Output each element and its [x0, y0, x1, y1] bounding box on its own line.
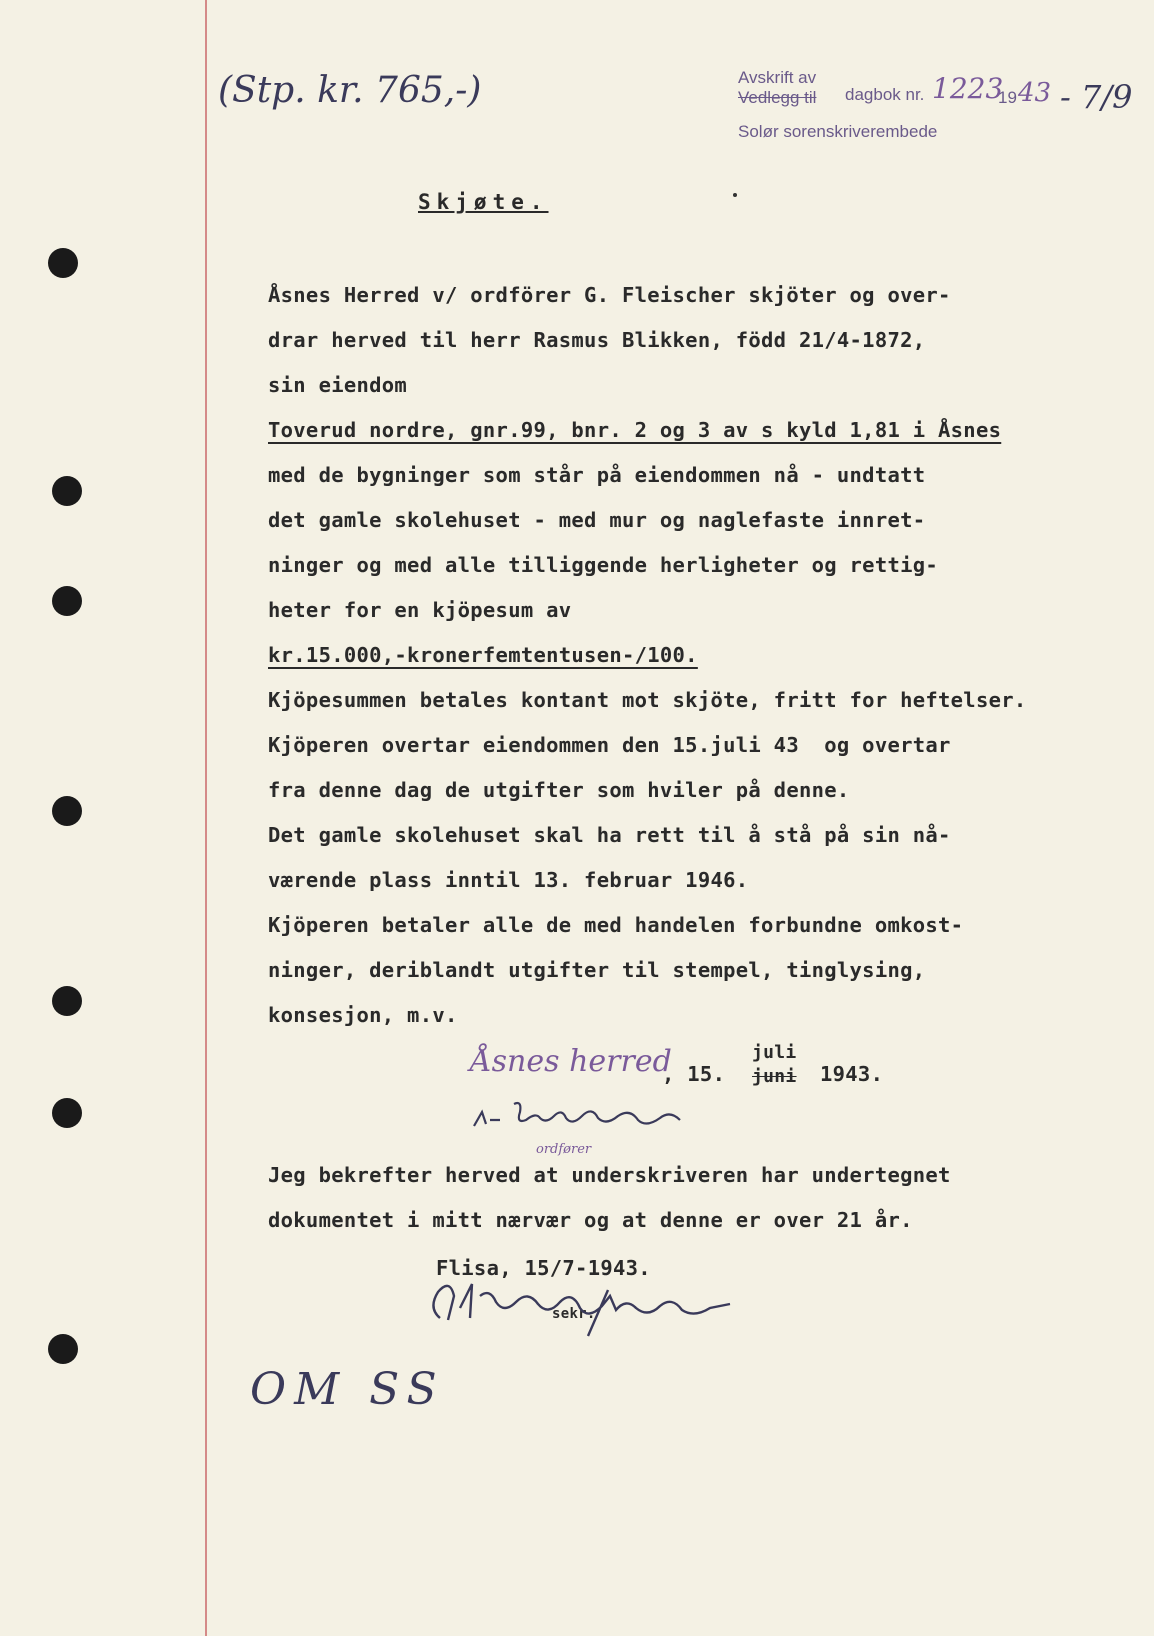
body-line: med de bygninger som står på eiendommen nå - undtatt — [268, 463, 926, 487]
body-line: ninger og med alle tilliggende herligheter og rettig- — [268, 553, 939, 577]
punch-hole — [52, 1098, 82, 1128]
signing-month-inserted: juli — [752, 1042, 797, 1063]
body-line: værende plass inntil 13. februar 1946. — [268, 868, 749, 892]
property-line: Toverud nordre, gnr.99, bnr. 2 og 3 av s kyld 1,81 i Åsnes — [268, 418, 1002, 442]
body-line: fra denne dag de utgifter som hviler på denne. — [268, 778, 850, 802]
handwritten-place: Åsnes herred — [470, 1044, 672, 1079]
body-line: heter for en kjöpesum av — [268, 598, 572, 622]
body-line: Kjöpesummen betales kontant mot skjöte, fritt for heftelser. — [268, 688, 1027, 712]
signature-fleischer — [470, 1090, 730, 1140]
body-line: Åsnes Herred v/ ordförer G. Fleischer skjöter og over- — [268, 283, 951, 307]
stamp-avskrift: Avskrift av — [738, 68, 817, 87]
confirmation-title: sekr. — [552, 1306, 596, 1322]
confirmation-line: Jeg bekrefter herved at underskriveren har undertegnet — [268, 1163, 951, 1187]
confirmation-place-date: Flisa, 15/7-1943. — [436, 1256, 651, 1280]
signing-year: 1943. — [820, 1062, 884, 1086]
punch-hole — [52, 986, 82, 1016]
punch-hole — [52, 476, 82, 506]
punch-hole — [48, 1334, 78, 1364]
ink-dot — [733, 193, 737, 197]
stamp-date: - 7/9 — [1060, 78, 1133, 116]
body-line: ninger, deriblandt utgifter til stempel, tinglysing, — [268, 958, 926, 982]
stamp-office: Solør sorenskriverembede — [738, 122, 938, 141]
dagbok-number: 1223 — [932, 72, 1004, 105]
confirmation-line: dokumentet i mitt nærvær og at denne er over 21 år. — [268, 1208, 913, 1232]
handwritten-initials: OM SS — [250, 1364, 445, 1415]
body-line: konsesjon, m.v. — [268, 1003, 458, 1027]
stamp-vedlegg: Vedlegg til — [738, 88, 817, 107]
body-line: Kjöperen betaler alle de med handelen forbundne omkost- — [268, 913, 964, 937]
body-line: drar herved til herr Rasmus Blikken, född 21/4-1872, — [268, 328, 926, 352]
signature-sekretaer — [420, 1268, 760, 1338]
punch-hole — [48, 248, 78, 278]
stamp-dagbok-label: dagbok nr. — [845, 85, 925, 104]
punch-hole — [52, 586, 82, 616]
stamp-year-suffix: 43 — [1018, 78, 1052, 108]
body-line: Det gamle skolehuset skal ha rett til å stå på sin nå- — [268, 823, 951, 847]
stamp-year-prefix: 19 — [998, 88, 1017, 107]
punch-hole — [52, 796, 82, 826]
signing-month-struck: juni — [752, 1066, 797, 1087]
body-line: sin eiendom — [268, 373, 408, 397]
inserted-ordforer: ordfører — [536, 1142, 592, 1157]
body-line: det gamle skolehuset - med mur og naglefaste innret- — [268, 508, 926, 532]
margin-rule — [205, 0, 207, 1636]
handwritten-stamp-duty: (Stp. kr. 765,-) — [218, 70, 482, 111]
document-title: Skjøte. — [418, 190, 549, 214]
signing-day: , 15. — [662, 1062, 726, 1086]
body-line: Kjöperen overtar eiendommen den 15.juli 43 og overtar — [268, 733, 951, 757]
price-line: kr.15.000,-kronerfemtentusen-/100. — [268, 643, 698, 667]
